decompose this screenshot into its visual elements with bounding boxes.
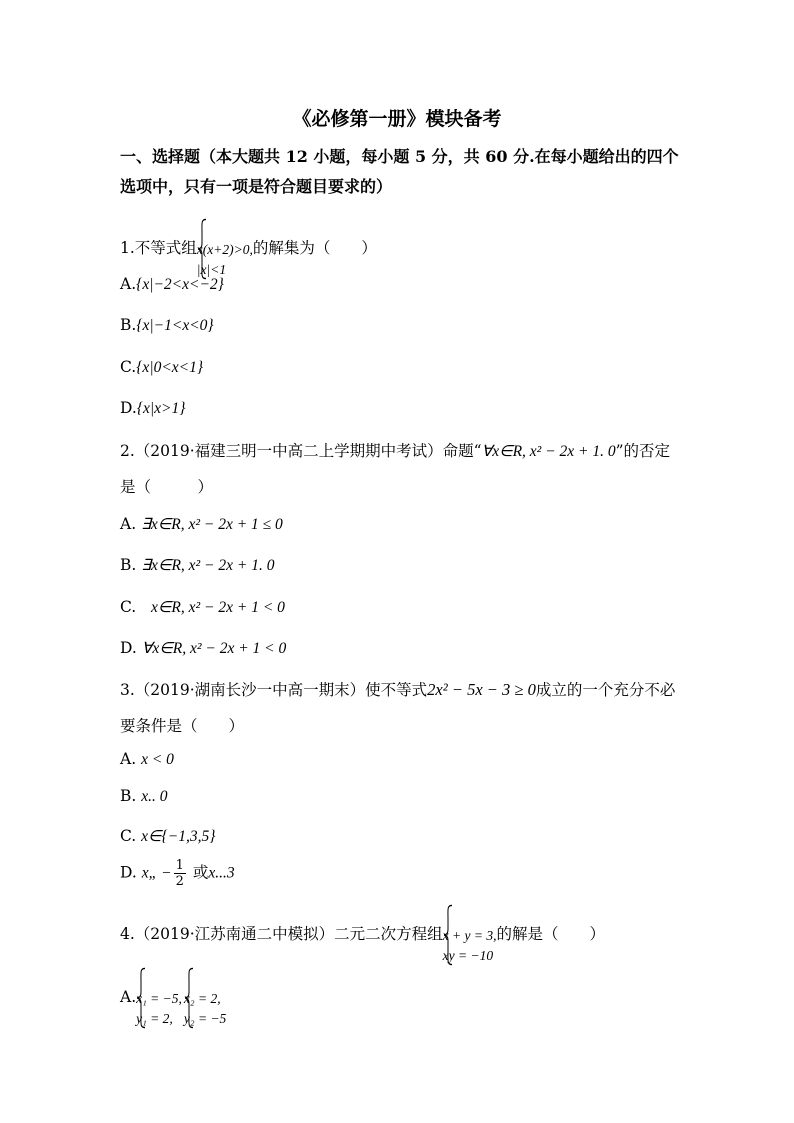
option-label: C. (120, 827, 137, 845)
option-label: D. (120, 863, 137, 882)
fraction-numerator: 1 (175, 858, 184, 873)
option-a-system-1 (136, 967, 182, 1029)
question-1-system-line-1: x(x+2)>0, (196, 242, 253, 257)
option-label: B. (120, 316, 137, 334)
option-math: ∃x∈R, x² − 2x + 1. 0 (141, 557, 275, 574)
document-title: 《必修第一册》模块备考 (292, 108, 502, 130)
question-3-line-2: 要条件是（ ） (120, 717, 245, 735)
option-math: x∈{−1,3,5} (141, 828, 216, 845)
option-math: ∀x∈R, x² − 2x + 1 < 0 (141, 640, 287, 657)
question-1-system-line-2: |x|<1 (196, 262, 227, 277)
option-a-system-1-line-2: y₁ = 2, (136, 1011, 173, 1026)
option-math-before: x„ − (141, 864, 172, 882)
question-4-system (443, 904, 497, 966)
option-label: C. (120, 358, 137, 376)
question-4-suffix: 的解是（ ） (496, 925, 606, 943)
question-1-option-b (120, 314, 214, 337)
question-4-system-line-1: x + y = 3, (442, 928, 497, 943)
question-2-line-1 (120, 440, 670, 463)
question-2-prefix: 2.（2019·福建三明一中高二上学期期中考试）命题“ (120, 442, 482, 460)
question-3-math: 2x² − 5x − 3 ≥ 0 (427, 680, 536, 699)
question-2-suffix: ”的否定 (615, 442, 671, 460)
question-1-suffix: 的解集为（ ） (252, 239, 377, 257)
brace-icon (136, 967, 146, 1029)
question-1 (120, 218, 377, 280)
question-1-prefix: 1.不等式组 (120, 239, 197, 257)
question-2-option-d (120, 637, 286, 660)
brace-icon (184, 967, 194, 1029)
option-math: {x|−2<x<−2} (136, 276, 224, 293)
question-3-suffix: 成立的一个充分不必 (535, 681, 676, 699)
option-a-system-2-line-1: x₂ = 2, (183, 991, 221, 1006)
question-3-option-d (120, 858, 235, 889)
option-label: D. (120, 639, 137, 657)
option-math-after: x...3 (208, 864, 235, 882)
brace-icon (197, 218, 207, 280)
question-2-math: ∀x∈R, x² − 2x + 1. 0 (481, 443, 616, 460)
option-connector: 或 (192, 863, 209, 882)
option-label: C. (120, 598, 137, 616)
option-math: x < 0 (141, 751, 174, 768)
option-label: B. (120, 556, 137, 574)
question-2-option-a (120, 513, 283, 536)
option-label: A. (120, 275, 137, 293)
option-math: {x|−1<x<0} (136, 317, 214, 334)
option-label: A. (120, 988, 137, 1006)
question-3-option-c (120, 825, 215, 848)
question-2-option-b (120, 554, 274, 577)
question-1-option-a (120, 273, 224, 296)
question-1-option-c (120, 356, 203, 379)
question-4-prefix: 4.（2019·江苏南通二中模拟）二元二次方程组 (120, 925, 443, 943)
option-label: A. (120, 515, 137, 533)
fraction-denominator: 2 (175, 874, 184, 889)
fraction (174, 858, 186, 889)
question-4 (120, 904, 605, 966)
question-2-line-2: 是（ ） (120, 478, 214, 496)
question-1-system (197, 218, 253, 280)
question-3-option-b (120, 785, 168, 808)
question-4-option-a (120, 967, 226, 1029)
question-1-option-d (120, 397, 185, 420)
question-4-system-line-2: xy = −10 (442, 948, 494, 963)
question-3-line-1 (120, 679, 675, 701)
option-a-system-1-line-1: x₁ = −5, (136, 991, 182, 1006)
question-3-option-a (120, 748, 174, 771)
option-label: D. (120, 399, 137, 417)
option-math: x.. 0 (141, 788, 168, 805)
option-math: x∈R, x² − 2x + 1 < 0 (151, 599, 285, 616)
option-label: B. (120, 787, 137, 805)
option-math: ∃x∈R, x² − 2x + 1 ≤ 0 (141, 516, 283, 533)
brace-icon (443, 904, 453, 966)
option-a-system-2-line-2: y₂ = −5 (183, 1011, 227, 1026)
option-a-system-2 (184, 967, 226, 1029)
option-label: A. (120, 750, 137, 768)
question-2-option-c (120, 596, 285, 619)
option-math: {x|x>1} (136, 400, 186, 417)
question-3-prefix: 3.（2019·湖南长沙一中高一期末）使不等式 (120, 681, 428, 699)
option-math: {x|0<x<1} (136, 359, 204, 376)
section-heading: 一、选择题（本大题共 12 小题，每小题 5 分，共 60 分.在每小题给出的四个选项中，只有一项是符合题目要求的） (120, 147, 679, 196)
